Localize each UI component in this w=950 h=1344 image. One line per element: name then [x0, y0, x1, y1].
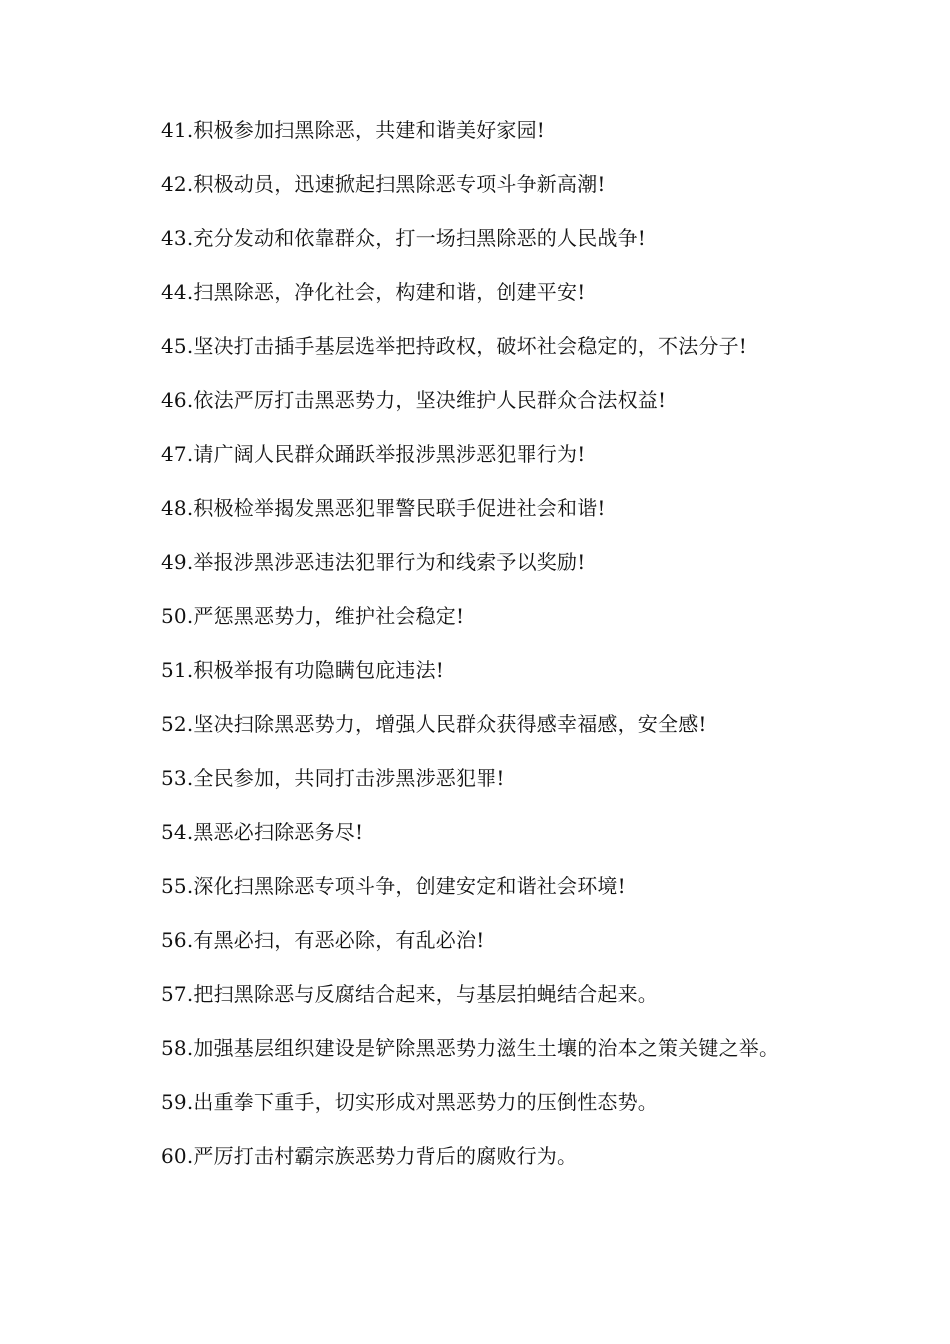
- list-item: 55.深化扫黑除恶专项斗争，创建安定和谐社会环境!: [161, 874, 626, 898]
- list-item: 57.把扫黑除恶与反腐结合起来，与基层拍蝇结合起来。: [161, 982, 659, 1006]
- list-item: 49.举报涉黑涉恶违法犯罪行为和线索予以奖励!: [161, 550, 586, 574]
- list-item: 41.积极参加扫黑除恶，共建和谐美好家园!: [161, 118, 546, 142]
- list-item: 60.严厉打击村霸宗族恶势力背后的腐败行为。: [161, 1144, 578, 1168]
- list-item: 54.黑恶必扫除恶务尽!: [161, 820, 364, 844]
- list-item: 47.请广阔人民群众踊跃举报涉黑涉恶犯罪行为!: [161, 442, 586, 466]
- list-item: 44.扫黑除恶，净化社会，构建和谐，创建平安!: [161, 280, 586, 304]
- list-item: 50.严惩黑恶势力，维护社会稳定!: [161, 604, 465, 628]
- list-item: 59.出重拳下重手，切实形成对黑恶势力的压倒性态势。: [161, 1090, 659, 1114]
- list-item: 45.坚决打击插手基层选举把持政权，破坏社会稳定的，不法分子!: [161, 334, 748, 358]
- list-item: 51.积极举报有功隐瞒包庇违法!: [161, 658, 445, 682]
- list-item: 46.依法严厉打击黑恶势力，坚决维护人民群众合法权益!: [161, 388, 667, 412]
- list-item: 58.加强基层组织建设是铲除黑恶势力滋生土壤的治本之策关键之举。: [161, 1036, 780, 1060]
- list-item: 53.全民参加，共同打击涉黑涉恶犯罪!: [161, 766, 505, 790]
- list-item: 43.充分发动和依靠群众，打一场扫黑除恶的人民战争!: [161, 226, 647, 250]
- list-item: 52.坚决扫除黑恶势力，增强人民群众获得感幸福感，安全感!: [161, 712, 707, 736]
- list-item: 42.积极动员，迅速掀起扫黑除恶专项斗争新高潮!: [161, 172, 606, 196]
- list-item: 48.积极检举揭发黑恶犯罪警民联手促进社会和谐!: [161, 496, 606, 520]
- list-item: 56.有黑必扫，有恶必除，有乱必治!: [161, 928, 485, 952]
- document-body: [117, 112, 807, 1192]
